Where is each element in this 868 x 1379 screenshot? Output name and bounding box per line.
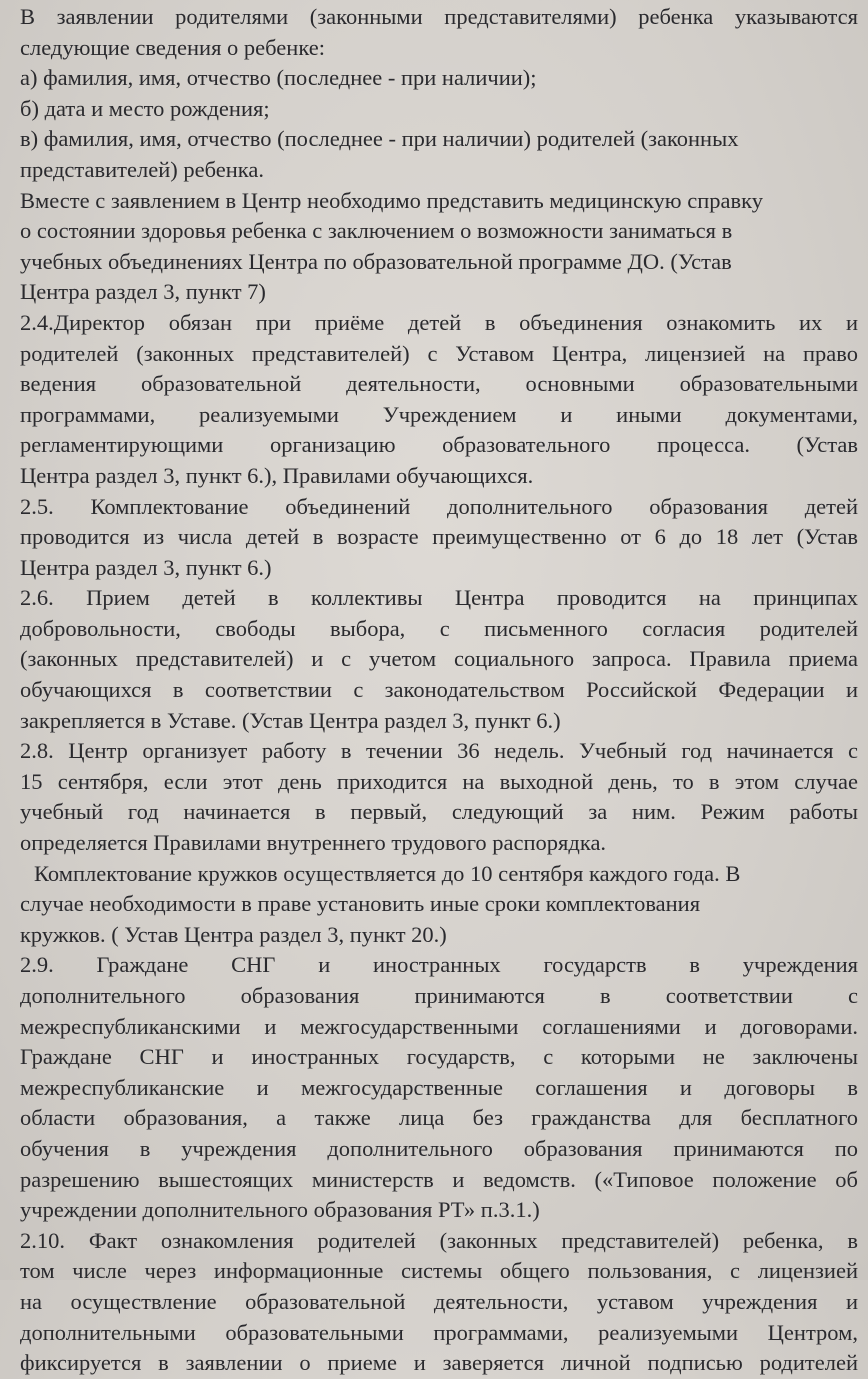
text-line: 2.9. Граждане СНГ и иностранных государств в учреждения [20,952,858,978]
text-line: 2.4.Директор обязан при приёме детей в объединения ознакомить их и [20,309,858,335]
text-line: учебных объединениях Центра по образовательной программе ДО. (Устав [20,248,732,274]
text-line: (законных представителей) и с учетом социального запроса. Правила приема [20,646,858,672]
text-line: дополнительного образования принимаются в соответствии с [20,983,858,1008]
text-line: межреспубликанские и межгосударственные соглашения и договоры в [20,1074,858,1100]
text-line: разрешению вышестоящих министерств и ведомств. («Типовое положение об [20,1166,858,1192]
text-line: кружков. ( Устав Центра раздел 3, пункт 20.) [20,921,447,947]
text-line: Вместе с заявлением в Центр необходимо представить медицинскую справку [20,187,763,213]
text-line: случае необходимости в праве установить иные сроки комплектования [20,891,701,917]
text-line: Комплектование кружков осуществляется до 10 сентября каждого года. В [34,860,741,886]
text-line: родителей (законных представителей) с Уставом Центра, лицензией на право [20,340,858,366]
text-line: области образования, а также лица без гражданства для бесплатного [20,1105,858,1131]
text-line: представителей) ребенка. [20,156,264,182]
text-line: 2.5. Комплектование объединений дополнительного образования детей [20,493,858,519]
text-line: закрепляется в Уставе. (Устав Центра раздел 3, пункт 6.) [20,707,561,733]
text-line: Центра раздел 3, пункт 7) [20,279,266,305]
text-line: 2.8. Центр организует работу в течении 36 недель. Учебный год начинается с [20,738,858,764]
text-line: В заявлении родителями (законными представителями) ребенка указываются [20,4,858,29]
text-line: о состоянии здоровья ребенка с заключением о возможности заниматься в [20,218,733,244]
text-line: 15 сентября, если этот день приходится на выходной день, то в этом случае [20,768,858,794]
text-line: определяется Правилами внутреннего трудового распорядка. [20,830,607,856]
text-line: фиксируется в заявлении о приеме и заверяется личной подписью родителей [20,1350,858,1376]
text-line: дополнительными образовательными программами, реализуемыми Центром, [20,1319,858,1345]
text-line: учебный год начинается в первый, следующий за ним. Режим работы [20,799,858,825]
text-line: программами, реализуемыми Учреждением и иными документами, [20,401,858,427]
text-line: б) дата и место рождения; [20,95,270,121]
text-line: учреждении дополнительного образования РТ» п.3.1.) [20,1197,540,1223]
text-line: следующие сведения о ребенке: [20,34,325,60]
text-line: а) фамилия, имя, отчество (последнее - при наличии); [20,65,537,91]
text-line: проводится из числа детей в возрасте преимущественно от 6 до 18 лет (Устав [20,524,858,550]
text-line: 2.6. Прием детей в коллективы Центра проводится на принципах [20,585,858,611]
text-line: ведения образовательной деятельности, основными образовательными [20,371,858,397]
text-line: 2.10. Факт ознакомления родителей (законных представителей) ребенка, в [20,1227,858,1253]
text-line: обучающихся в соответствии с законодательством Российской Федерации и [20,677,858,703]
text-line: Центра раздел 3, пункт 6.) [20,554,272,580]
text-line: регламентирующими организацию образовательного процесса. (Устав [20,432,858,458]
text-line: том числе через информационные системы общего пользования, с лицензией [20,1258,858,1284]
text-line: Центра раздел 3, пункт 6.), Правилами обучающихся. [20,462,534,488]
text-line: обучения в учреждения дополнительного образования принимаются по [20,1135,858,1161]
text-line: Граждане СНГ и иностранных государств, с которыми не заключены [20,1044,858,1070]
text-line: в) фамилия, имя, отчество (последнее - при наличии) родителей (законных [20,126,739,152]
text-line: добровольности, свободы выбора, с письменного согласия родителей [20,615,858,641]
text-line: межреспубликанскими и межгосударственными соглашениями и договорами. [20,1013,858,1039]
text-line: на осуществление образовательной деятельности, уставом учреждения и [20,1288,858,1314]
